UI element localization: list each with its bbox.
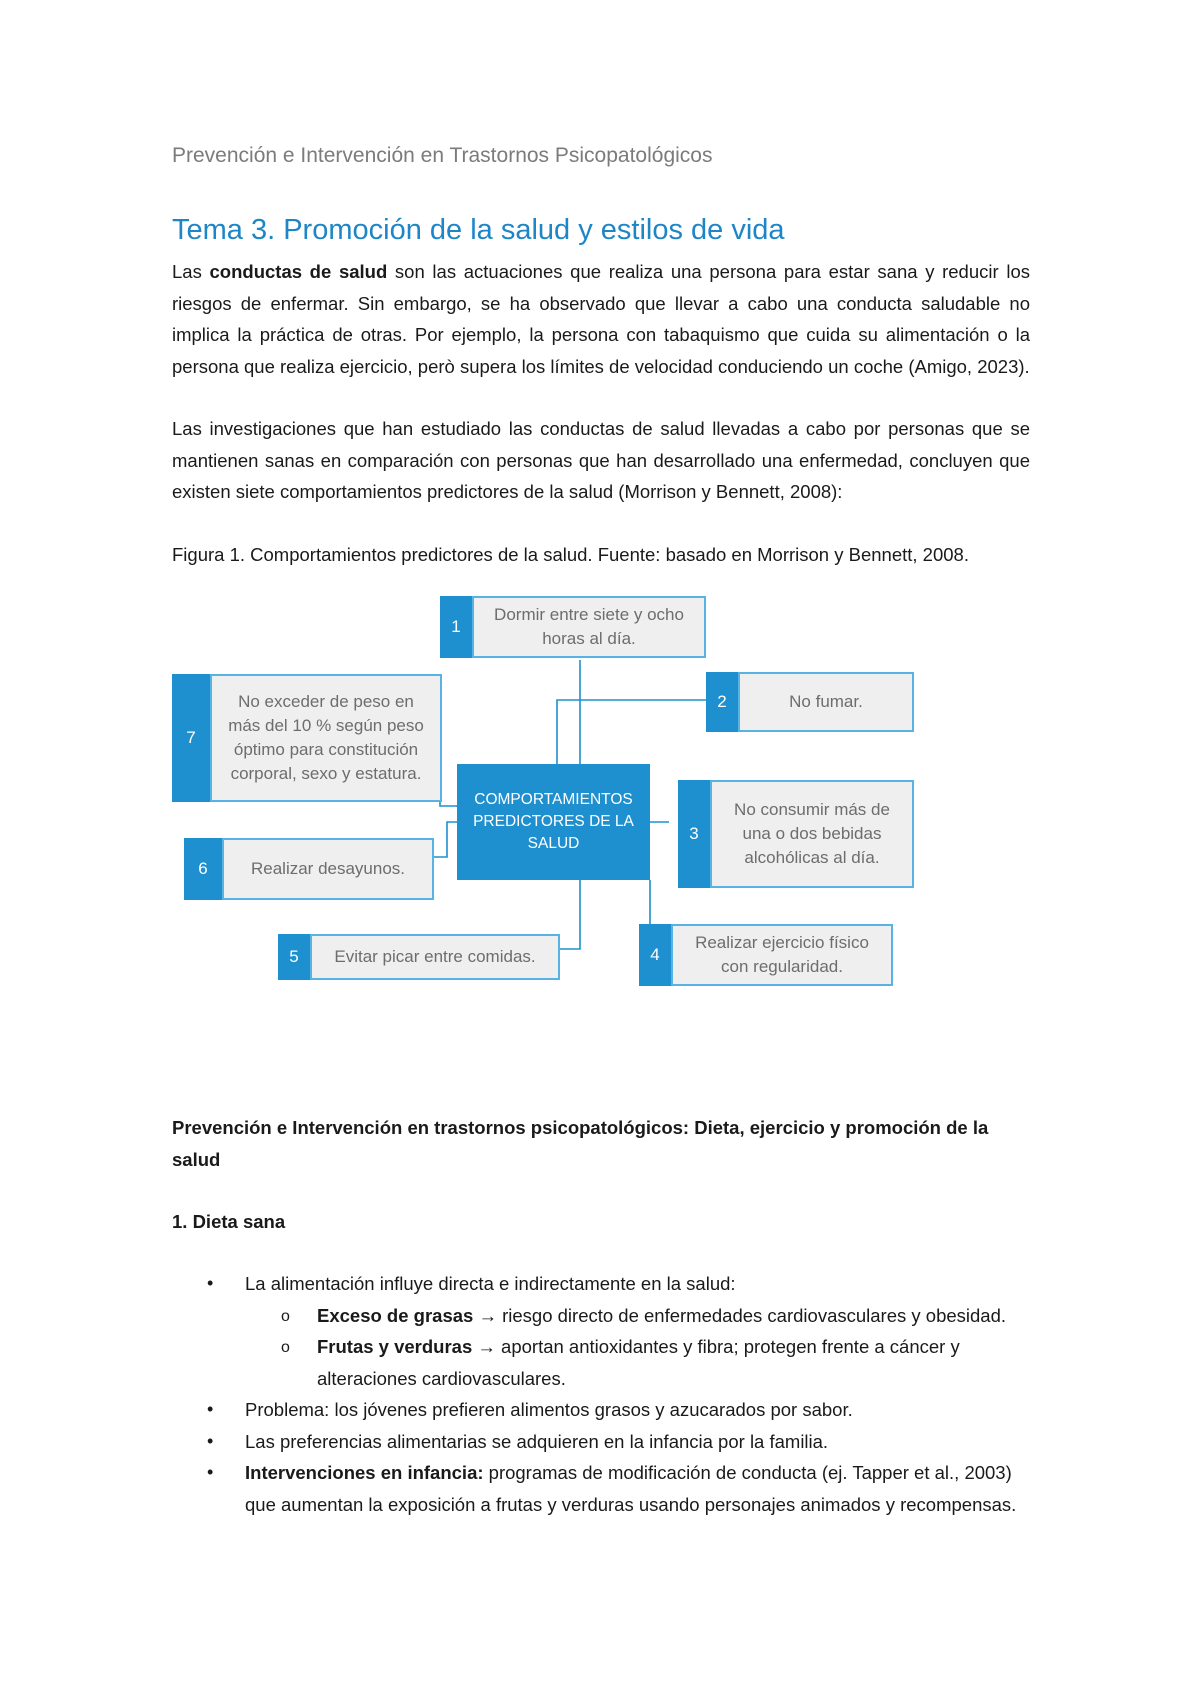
node-text: Realizar desayunos. [222, 838, 434, 900]
list-item [172, 1268, 1032, 1394]
node-number: 2 [706, 672, 738, 732]
sub-bullet-icon: o [281, 1307, 290, 1325]
section-title: Prevención e Intervención en trastornos psicopatológicos: Dieta, ejercicio y promoción de la salud [172, 1117, 989, 1170]
sub-list-item [245, 1331, 1032, 1394]
diagram-node-2 [706, 672, 914, 732]
node-number: 4 [639, 924, 671, 986]
sub-bullet-icon: o [281, 1339, 290, 1356]
bullet-list [172, 1268, 1032, 1520]
subsection-title: 1. Dieta sana [172, 1211, 286, 1232]
paragraph-1-text: son las actuaciones que realiza una persona para estar sana y reducir los riesgos de enfermar. Sin embargo, se ha observado que llevar a cabo una conducta saludable no implica la práctica de otras. Por ejemplo, la persona con tabaquismo que cuida su alimentación o la persona que realiza ejercicio, però supera los límites de velocidad conduciendo un coche (Amigo, 2023). [172, 261, 1030, 377]
node-text: No consumir más de una o dos bebidas alcohólicas al día. [710, 780, 914, 888]
list-item [172, 1426, 1032, 1458]
bullet-icon: • [207, 1273, 214, 1293]
diagram-node-3 [678, 780, 914, 888]
node-number: 6 [184, 838, 222, 900]
sub-item-bold: Frutas y verduras [317, 1336, 473, 1357]
node-number: 7 [172, 674, 210, 802]
sub-list-item [245, 1300, 1032, 1332]
list-item-text: Problema: los jóvenes prefieren alimentos grasos y azucarados por sabor. [245, 1399, 853, 1420]
node-number: 5 [278, 934, 310, 980]
diagram-node-1 [440, 596, 706, 658]
node-text: Evitar picar entre comidas. [310, 934, 560, 980]
connector-7 [440, 782, 457, 807]
node-text: Realizar ejercicio físico con regularidad. [671, 924, 893, 986]
sub-item-text: → riesgo directo de enfermedades cardiovasculares y obesidad. [473, 1304, 1007, 1326]
behaviors-diagram [170, 596, 915, 991]
bullet-icon: • [207, 1430, 214, 1451]
list-item-text: programas de modificación de conducta (ej. Tapper et al., 2003) que aumentan la exposición a frutas y verduras usando personajes animados y recompensas. [245, 1462, 1017, 1515]
paragraph-1-bold: conductas de salud [209, 261, 388, 282]
sub-list [245, 1300, 1032, 1395]
node-number: 3 [678, 780, 710, 888]
paragraph-1 [172, 256, 1030, 382]
diagram-center: COMPORTAMIENTOS PREDICTORES DE LA SALUD [457, 764, 650, 880]
diagram-node-6 [184, 838, 434, 900]
bullet-icon: • [207, 1462, 214, 1482]
sub-item-bold: Exceso de grasas [317, 1304, 474, 1326]
node-text: No exceder de peso en más del 10 % según peso óptimo para constitución corporal, sexo y estatura. [210, 674, 442, 802]
list-item-bold: Intervenciones en infancia: [245, 1462, 484, 1483]
page-title: Tema 3. Promoción de la salud y estilos de vida [172, 214, 785, 246]
node-text: Dormir entre siete y ocho horas al día. [472, 596, 706, 658]
list-item [172, 1457, 1032, 1520]
diagram-node-7 [172, 674, 442, 802]
bullet-icon: • [207, 1399, 214, 1419]
paragraph-1-prefix: Las [172, 261, 210, 282]
node-text: No fumar. [738, 672, 914, 732]
sub-item-text: → aportan antioxidantes y fibra; protegen frente a cáncer y alteraciones cardiovasculares. [317, 1336, 960, 1389]
connector-6 [433, 822, 457, 857]
list-item-text: Las preferencias alimentarias se adquieren en la infancia por la familia. [245, 1430, 829, 1452]
figure-caption: Figura 1. Comportamientos predictores de la salud. Fuente: basado en Morrison y Bennett, 2008. [172, 544, 969, 565]
node-number: 1 [440, 596, 472, 658]
diagram-node-4 [639, 924, 893, 986]
running-header: Prevención e Intervención en Trastornos Psicopatológicos [172, 144, 713, 167]
list-item [172, 1394, 1032, 1426]
list-item-text: La alimentación influye directa e indirectamente en la salud: [245, 1273, 736, 1294]
diagram-node-5 [278, 934, 560, 980]
paragraph-2: Las investigaciones que han estudiado las conductas de salud llevadas a cabo por personas que se mantienen sanas en comparación con personas que han desarrollado una enfermedad, concluyen que existen siete comportamientos predictores de la salud (Morrison y Bennett, 2008): [172, 418, 1030, 502]
